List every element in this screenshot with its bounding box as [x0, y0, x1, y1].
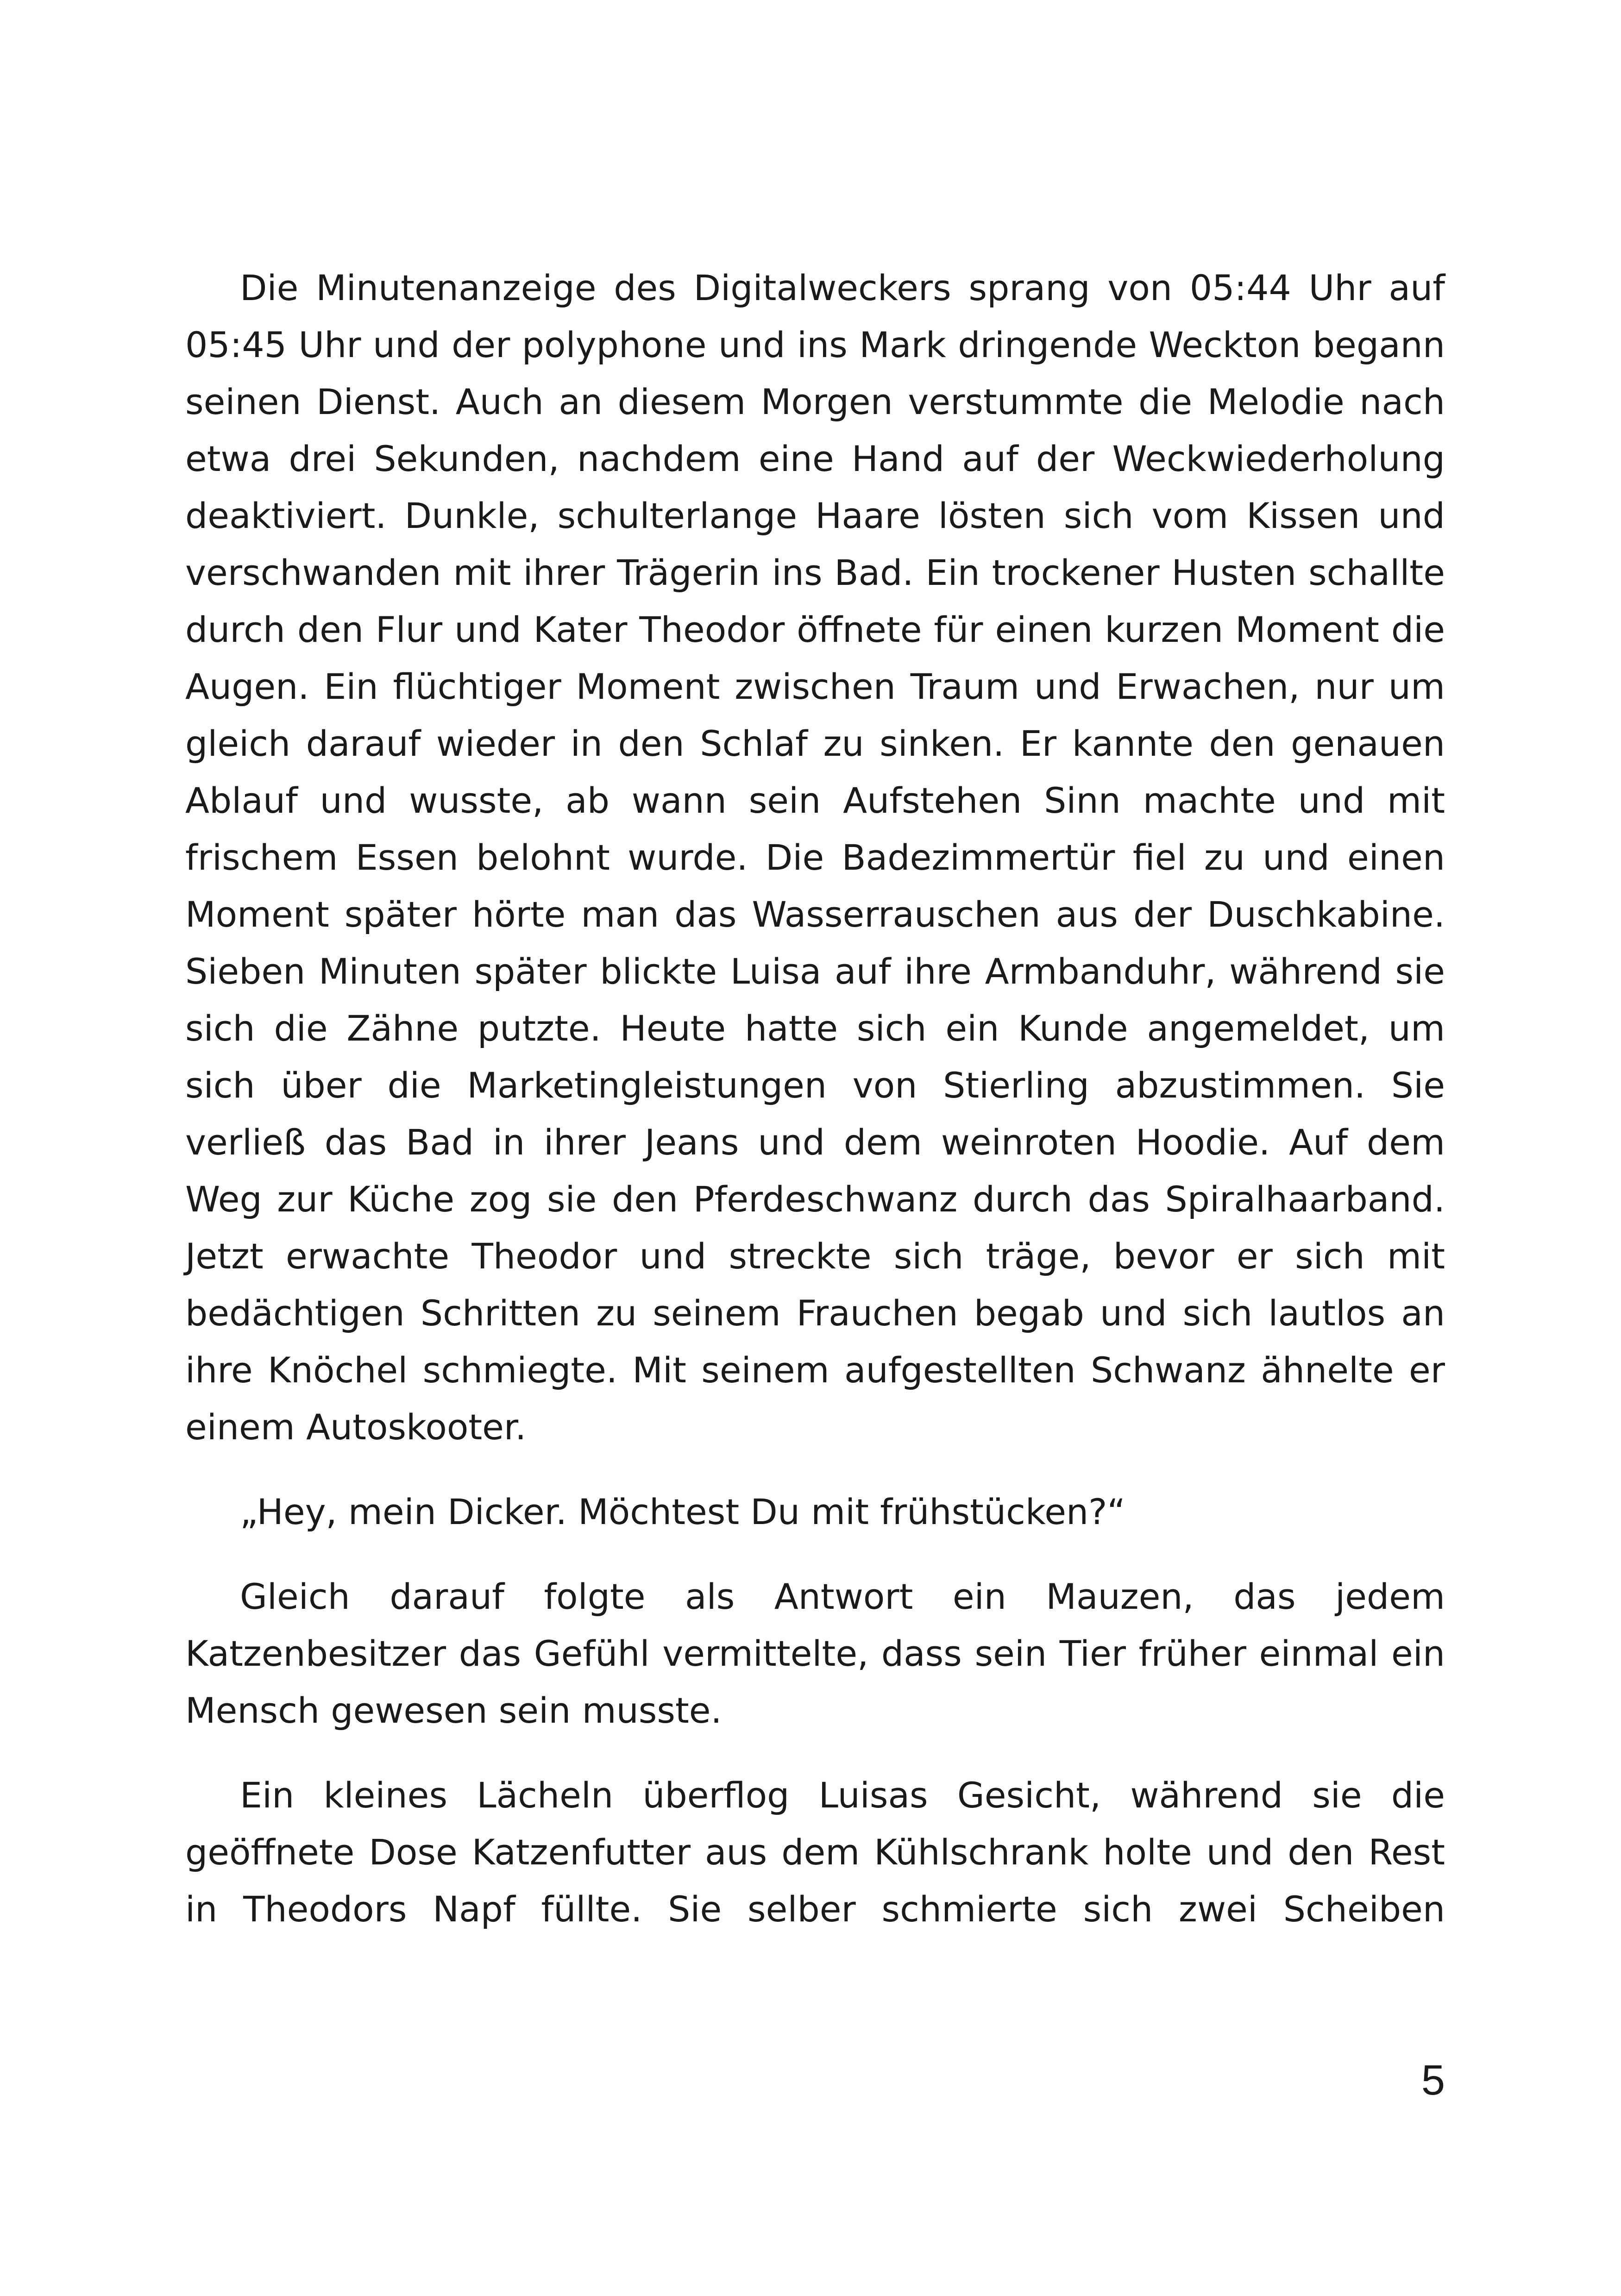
- page-number: 5: [1421, 2057, 1445, 2104]
- paragraph-1: Die Minutenanzeige des Digitalweckers sprang von 05:44 Uhr auf 05:45 Uhr und der polyphone und ins Mark dringende Weckton begann seinen Dienst. Auch an diesem Morgen verstummte die Melodie nach etwa drei Sekunden, nachdem eine Hand auf der Weckwiederholung deaktiviert. Dunkle, schulterlange Haare lösten sich vom Kissen und verschwanden mit ihrer Trägerin ins Bad. Ein trockener Husten schallte durch den Flur und Kater Theodor öffnete für einen kurzen Moment die Augen. Ein flüchtiger Moment zwischen Traum und Erwachen, nur um gleich darauf wieder in den Schlaf zu sinken. Er kannte den genauen Ablauf und wusste, ab wann sein Aufstehen Sinn machte und mit frischem Essen belohnt wurde. Die Badezimmertür fiel zu und einen Moment später hörte man das Wasserrauschen aus der Duschkabine. Sieben Minuten später blickte Luisa auf ihre Armbanduhr, während sie sich die Zähne putzte. Heute hatte sich ein Kunde angemeldet, um sich über die Marketingleistungen von Stierling abzustimmen. Sie verließ das Bad in ihrer Jeans und dem weinroten Hoodie. Auf dem Weg zur Küche zog sie den Pferdeschwanz durch das Spiralhaarband. Jetzt erwachte Theodor und streckte sich träge, bevor er sich mit bedächtigen Schritten zu seinem Frauchen begab und sich lautlos an ihre Knöchel schmiegte. Mit seinem aufgestellten Schwanz ähnelte er einem Autoskooter.: [185, 267, 1445, 1448]
- paragraph-4: Ein kleines Lächeln überflog Luisas Gesicht, während sie die geöffnete Dose Katzenfutter aus dem Kühlschrank holte und den Rest in Theodors Napf füllte. Sie selber schmierte sich zwei Scheiben: [185, 1775, 1445, 1930]
- paragraph-3: Gleich darauf folgte als Antwort ein Mauzen, das jedem Katzenbesitzer das Gefühl vermittelte, dass sein Tier früher einmal ein Mensch gewesen sein musste.: [185, 1576, 1445, 1731]
- body-text: [185, 259, 1445, 1965]
- paragraph-2: „Hey, mein Dicker. Möchtest Du mit frühstücken?“: [240, 1491, 1125, 1532]
